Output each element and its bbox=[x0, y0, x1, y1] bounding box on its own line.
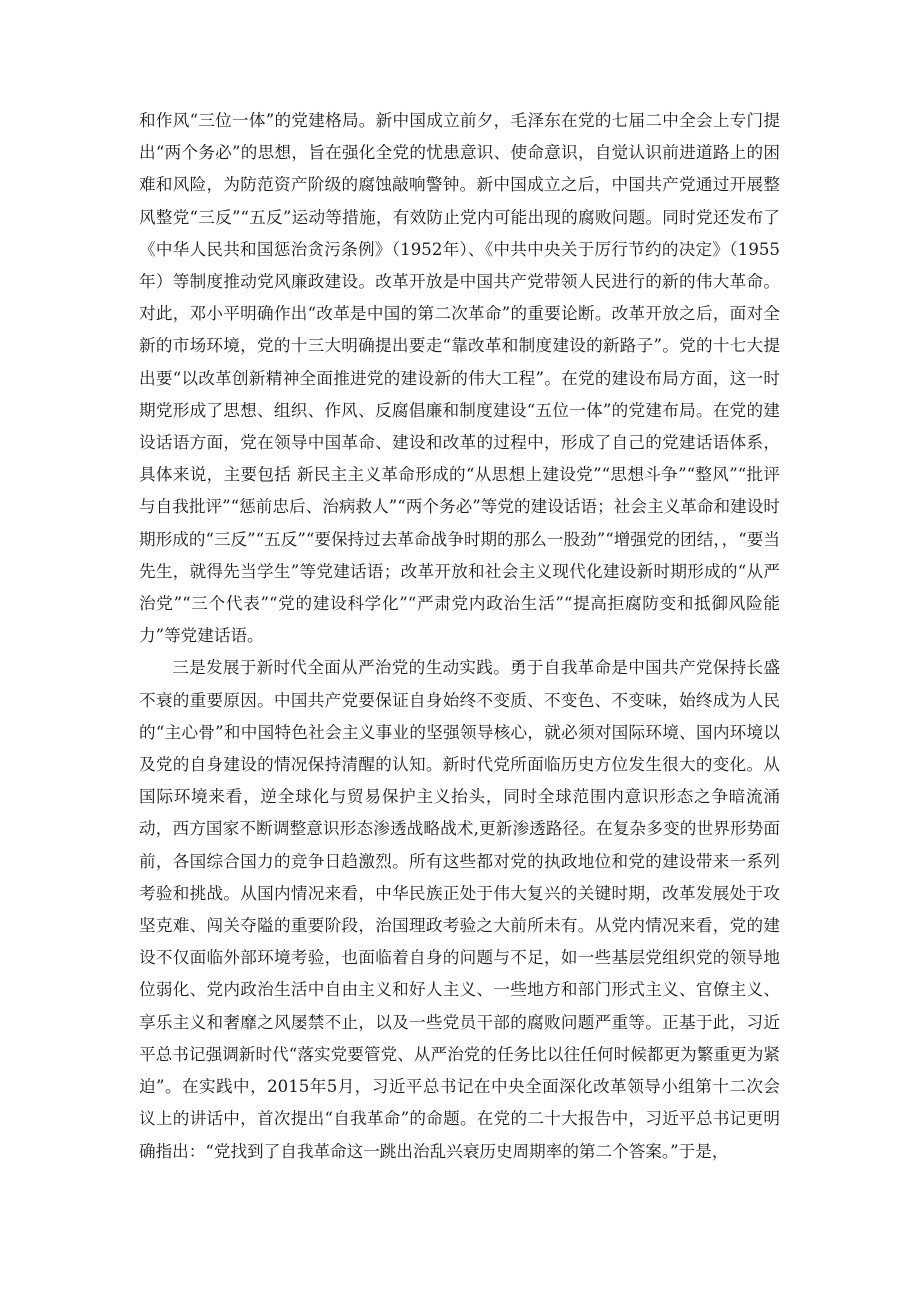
body-text bbox=[139, 105, 780, 1168]
paragraph-party-building-history: 和作风“三位一体”的党建格局。新中国成立前夕，毛泽东在党的七届二中全会上专门提出“两个务必”的思想，旨在强化全党的忧患意识、使命意识，自觉认识前进道路上的困难和风险，为防范资产阶级的腐蚀敲响警钟。新中国成立之后，中国共产党通过开展整风整党“三反”“五反”运动等措施，有效防止党内可能出现的腐败问题。同时党还发布了《中华人民共和国惩治贪污条例》（1952年）、《中共中央关于厉行节约的决定》（1955年）等制度推动党风廉政建设。改革开放是中国共产党带领人民进行的新的伟大革命。对此，邓小平明确作出“改革是中国的第二次革命”的重要论断。改革开放之后，面对全新的市场环境，党的十三大明确提出要走“靠改革和制度建设的新路子”。党的十七大提出要“以改革创新精神全面推进党的建设新的伟大工程”。在党的建设布局方面，这一时期党形成了思想、组织、作风、反腐倡廉和制度建设“五位一体”的党建布局。在党的建设话语方面，党在领导中国革命、建设和改革的过程中，形成了自己的党建话语体系，具体来说，主要包括 新民主主义革命形成的“从思想上建设党”“思想斗争”“整风”“批评与自我批评”“惩前忠后、治病救人”“两个务必”等党的建设话语；社会主义革命和建设时期形成的“三反”“五反”“要保持过去革命战争时期的那么一股劲”“增强党的团结，，“要当先生，就得先当学生”等党建话语；改革开放和社会主义现代化建设新时期形成的“从严治党”“三个代表”“党的建设科学化”“严肃党内政治生活”“提高拒腐防变和抵御风险能力”等党建话语。 bbox=[139, 111, 780, 646]
paragraph-new-era-practice: 三是发展于新时代全面从严治党的生动实践。勇于自我革命是中国共产党保持长盛不衰的重要原因。中国共产党要保证自身始终不变质、不变色、不变味，始终成为人民的“主心骨”和中国特色社会主义事业的坚强领导核心，就必须对国际环境、国内环境以及党的自身建设的情况保持清醒的认知。新时代党所面临历史方位发生很大的变化。从国际环境来看，逆全球化与贸易保护主义抬头，同时全球范围内意识形态之争暗流涌动，西方国家不断调整意识形态渗透战略战术,更新渗透路径。在复杂多变的世界形势面前，各国综合国力的竞争日趋激烈。所有这些都对党的执政地位和党的建设带来一系列考验和挑战。从国内情况来看，中华民族正处于伟大复兴的关键时期，改革发展处于攻坚克难、闯关夺隘的重要阶段，治国理政考验之大前所未有。从党内情况来看，党的建设不仅面临外部环境考验，也面临着自身的问题与不足，如一些基层党组织党的领导地位弱化、党内政治生活中自由主义和好人主义、一些地方和部门形式主义、官僚主义、享乐主义和奢靡之风屡禁不止，以及一些党员干部的腐败问题严重等。正基于此，习近平总书记强调新时代“落实党要管党、从严治党的任务比以往任何时候都更为繁重更为紧迫”。在实践中，2015年5月，习近平总书记在中央全面深化改革领导小组第十二次会议上的讲话中，首次提出“自我革命”的命题。在党的二十大报告中，习近平总书记更明确指出：“党找到了自我革命这一跳出治乱兴衰历史周期率的第二个答案。”于是， bbox=[139, 658, 780, 1161]
